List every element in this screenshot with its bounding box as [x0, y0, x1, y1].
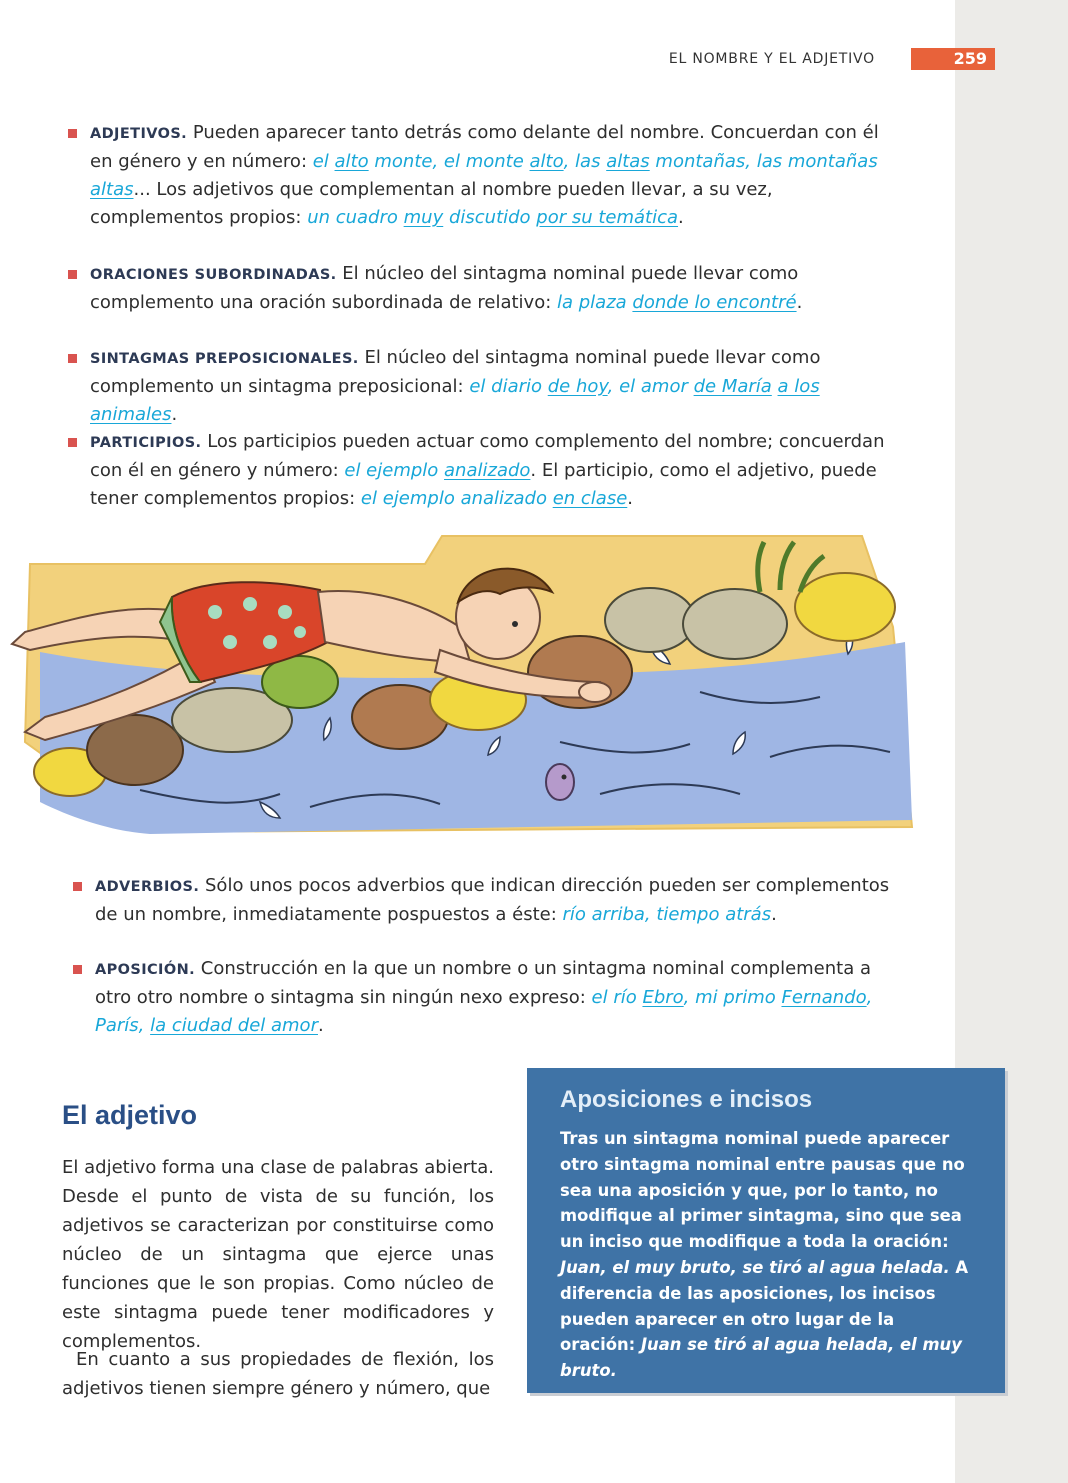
- keyword: APOSICIÓN.: [95, 962, 196, 978]
- item-participios: PARTICIPIOS. Los participios pueden actuar como complemento del nombre; concuerdan con él en género y número: el ejemplo analizado. El participio, como el adjetivo, puede tener complementos propios: el ejemplo analizado en clase.: [90, 428, 898, 513]
- example: el alto monte, el monte alto, las altas montañas, las montañas altas: [90, 151, 878, 200]
- running-header: [600, 48, 995, 70]
- bullet-icon: [73, 882, 82, 891]
- item-oraciones-subordinadas: ORACIONES SUBORDINADAS. El núcleo del sintagma nominal puede llevar como complemento una oración subordinada de relativo: la plaza donde lo encontré.: [90, 260, 898, 317]
- boy-eye: [512, 621, 518, 627]
- chapter-title: EL NOMBRE Y EL ADJETIVO: [668, 51, 875, 67]
- example: el ejemplo analizado: [344, 460, 531, 481]
- illustration-svg: [0, 532, 915, 847]
- item-aposicion: APOSICIÓN. Construcción en la que un nombre o un sintagma nominal complementa a otro otro nombre o sintagma sin ningún nexo expreso: el río Ebro, mi primo Fernando, París, la ciudad del amor.: [95, 955, 903, 1040]
- bullet-icon: [73, 965, 82, 974]
- fish-eye: [562, 775, 567, 780]
- item-sintagmas-preposicionales: SINTAGMAS PREPOSICIONALES. El núcleo del sintagma nominal puede llevar como complemento un sintagma preposicional: el diario de hoy, el amor de María a los animales.: [90, 344, 898, 429]
- paragraph: El adjetivo forma una clase de palabras abierta. Desde el punto de vista de su función, los adjetivos se caracterizan por constituirse como núcleo de un sintagma que ejerce unas funciones que le son propias. Como núcleo de este sintagma puede tener modificadores y complementos.: [62, 1157, 494, 1352]
- flower-pattern: [278, 605, 292, 619]
- rock: [605, 588, 695, 652]
- item-adjetivos: ADJETIVOS. Pueden aparecer tanto detrás como delante del nombre. Concuerdan con él en género y en número: el alto monte, el monte alto, las altas montañas, las montañas altas... Los adjetivos que complementan al nombre pueden llevar, a su vez, complementos propios: un cuadro muy discutido por su temática.: [90, 119, 898, 232]
- boy-hand: [579, 682, 611, 702]
- keyword: ADVERBIOS.: [95, 879, 200, 895]
- rock: [795, 573, 895, 641]
- item-adverbios: ADVERBIOS. Sólo unos pocos adverbios que indican dirección pueden ser complementos de un nombre, inmediatamente pospuestos a éste: río arriba, tiempo atrás.: [95, 872, 903, 929]
- section-title: El adjetivo: [62, 1100, 198, 1130]
- boy-diving-illustration: [0, 532, 915, 847]
- example: la plaza donde lo encontré: [557, 292, 797, 313]
- rock: [87, 715, 183, 785]
- flower-pattern: [263, 635, 277, 649]
- info-box-aposiciones: [527, 1068, 1005, 1393]
- flower-pattern: [294, 626, 306, 638]
- example: un cuadro muy discutido por su temática: [307, 207, 679, 228]
- example: el diario de hoy, el amor de María a los animales: [90, 376, 820, 425]
- keyword: ORACIONES SUBORDINADAS.: [90, 267, 337, 283]
- bullet-icon: [68, 129, 77, 138]
- bullet-icon: [68, 438, 77, 447]
- page-number: 259: [911, 48, 995, 70]
- info-box-text: Tras un sintagma nominal puede aparecer otro sintagma nominal entre pausas que no sea una aposición y que, por lo tanto, no modifique al primer sintagma, sino que sea un inciso que modifique a toda la oración: Juan, el muy bruto, se tiró al agua helada. A diferencia de las aposiciones, los incisos pueden aparecer en otro lugar de la oración: Juan se tiró al agua helada, el muy bruto.: [560, 1129, 969, 1381]
- example: río arriba, tiempo atrás: [562, 904, 772, 925]
- rock: [683, 589, 787, 659]
- fish: [546, 764, 574, 800]
- keyword: PARTICIPIOS.: [90, 435, 202, 451]
- example: el río Ebro, mi primo Fernando, París, la ciudad del amor: [95, 987, 873, 1036]
- bullet-icon: [68, 270, 77, 279]
- flower-pattern: [223, 635, 237, 649]
- bullet-icon: [68, 354, 77, 363]
- keyword: ADJETIVOS.: [90, 126, 188, 142]
- info-box-title: Aposiciones e incisos: [560, 1086, 813, 1113]
- paragraph: En cuanto a sus propiedades de flexión, los adjetivos tienen siempre género y número, que: [62, 1349, 494, 1399]
- flower-pattern: [243, 597, 257, 611]
- example: el ejemplo analizado en clase: [360, 488, 628, 509]
- flower-pattern: [208, 605, 222, 619]
- keyword: SINTAGMAS PREPOSICIONALES.: [90, 351, 359, 367]
